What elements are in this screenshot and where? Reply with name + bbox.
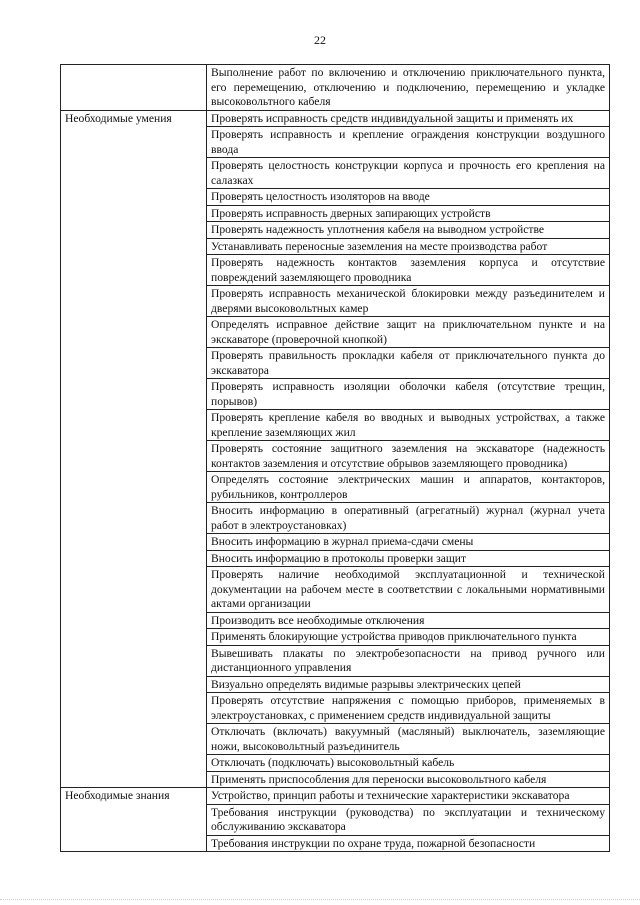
section-title: Необходимые знания	[61, 788, 207, 852]
table-row	[61, 788, 610, 805]
requirement-item: Проверять надежность контактов заземления корпуса и отсутствие повреждений заземляющего проводника	[207, 255, 610, 286]
requirement-item: Проверять наличие необходимой эксплуатационной и технической документации на рабочем месте в соответствии с локальными нормативными актами организации	[207, 567, 610, 613]
section-title: Необходимые умения	[61, 110, 207, 788]
requirement-item: Требования инструкции по охране труда, пожарной безопасности	[207, 835, 610, 852]
requirement-item: Вносить информацию в оперативный (агрегатный) журнал (журнал учета работ в электроустановках)	[207, 503, 610, 534]
requirement-item: Проверять отсутствие напряжения с помощью приборов, применяемых в электроустановках, с применением средств индивидуальной защиты	[207, 693, 610, 724]
requirement-item: Проверять исправность и крепление ограждения конструкции воздушного ввода	[207, 127, 610, 158]
requirement-item: Визуально определять видимые разрывы электрических цепей	[207, 676, 610, 693]
requirement-item: Применять блокирующие устройства приводов приключательного пункта	[207, 629, 610, 646]
requirement-item: Проверять правильность прокладки кабеля от приключательного пункта до экскаватора	[207, 348, 610, 379]
requirement-item: Отключать (включать) вакуумный (масляный) выключатель, заземляющие ножи, высоковольтный разъединитель	[207, 724, 610, 755]
requirement-item: Устанавливать переносные заземления на месте производства работ	[207, 238, 610, 255]
requirement-item: Проверять целостность конструкции корпуса и прочность его крепления на салазках	[207, 158, 610, 189]
requirement-item: Проверять состояние защитного заземления на экскаваторе (надежность контактов заземления и отсутствие обрывов заземляющего проводника)	[207, 441, 610, 472]
requirement-item: Проверять исправность дверных запирающих устройств	[207, 205, 610, 222]
table-row	[61, 65, 610, 111]
scan-edge	[0, 899, 640, 905]
requirement-item: Вносить информацию в журнал приема-сдачи смены	[207, 534, 610, 551]
requirement-item: Проверять целостность изоляторов на вводе	[207, 189, 610, 206]
requirement-item: Вывешивать плакаты по электробезопасности на привод ручного или дистанционного управления	[207, 645, 610, 676]
page-number: 22	[314, 33, 326, 47]
requirement-item: Определять исправное действие защит на приключательном пункте и на экскаваторе (проверочной кнопкой)	[207, 317, 610, 348]
section-title	[61, 65, 207, 111]
requirement-item: Требования инструкции (руководства) по эксплуатации и техническому обслуживанию экскаватора	[207, 804, 610, 835]
requirement-item: Определять состояние электрических машин и аппаратов, контакторов, рубильников, контроллеров	[207, 472, 610, 503]
requirement-item: Проверять исправность изоляции оболочки кабеля (отсутствие трещин, порывов)	[207, 379, 610, 410]
requirement-item: Применять приспособления для переноски высоковольтного кабеля	[207, 771, 610, 788]
requirement-item: Производить все необходимые отключения	[207, 612, 610, 629]
requirement-item: Проверять исправность средств индивидуальной защиты и применять их	[207, 110, 610, 127]
requirement-item: Отключать (подключать) высоковольтный кабель	[207, 755, 610, 772]
table-row	[61, 110, 610, 127]
requirement-item: Вносить информацию в протоколы проверки защит	[207, 550, 610, 567]
requirements-table-body	[61, 65, 610, 852]
requirements-table	[60, 64, 610, 852]
requirement-item: Выполнение работ по включению и отключению приключательного пункта, его перемещению, отключению и подключению, перемещению и укладке высоковольтного кабеля	[207, 65, 610, 111]
requirement-item: Устройство, принцип работы и технические характеристики экскаватора	[207, 788, 610, 805]
requirement-item: Проверять исправность механической блокировки между разъединителем и дверями высоковольтных камер	[207, 286, 610, 317]
requirement-item: Проверять надежность уплотнения кабеля на выводном устройстве	[207, 222, 610, 239]
requirement-item: Проверять крепление кабеля во вводных и выводных устройствах, а также крепление заземляющих жил	[207, 410, 610, 441]
